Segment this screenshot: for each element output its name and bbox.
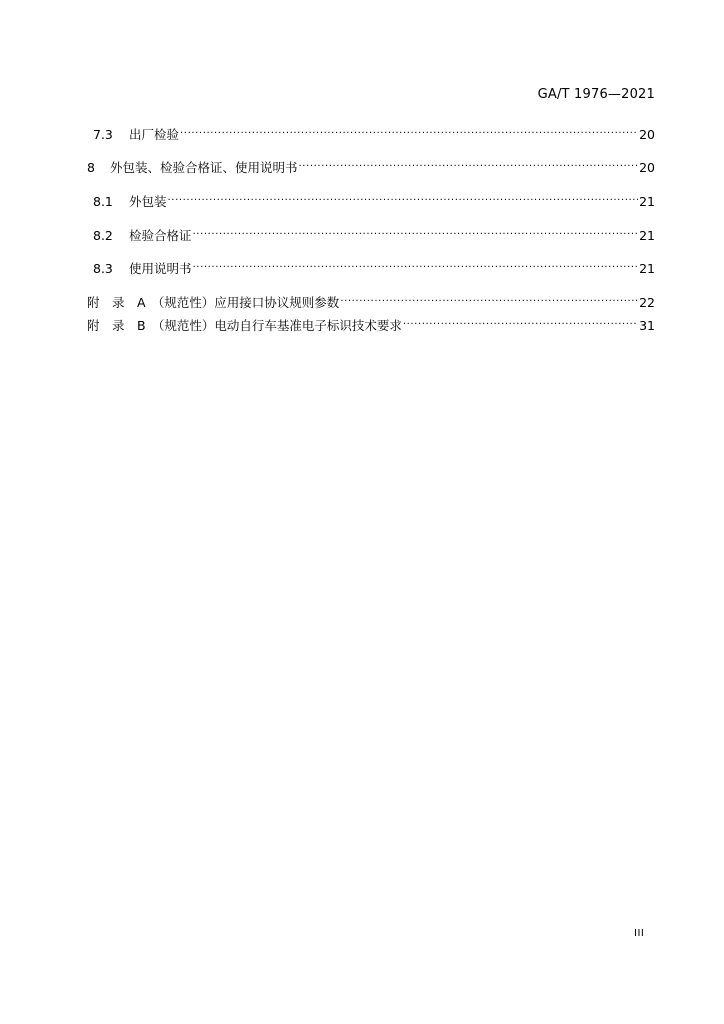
toc-entry-page: 22 bbox=[639, 295, 655, 310]
toc-dot-leader bbox=[193, 256, 639, 273]
toc-entry-page: 20 bbox=[639, 127, 655, 142]
toc-entry-title: 外包装、检验合格证、使用说明书 bbox=[110, 160, 298, 175]
toc-entry-number: 8.1 bbox=[93, 194, 113, 209]
toc-entry-page: 21 bbox=[639, 194, 655, 209]
standard-number-header: GA/T 1976—2021 bbox=[537, 87, 655, 102]
toc-dot-leader bbox=[168, 189, 639, 206]
toc-entry-number: 8.3 bbox=[93, 261, 113, 276]
toc-entry-title: 附 录 A （规范性）应用接口协议规则参数 bbox=[87, 295, 340, 310]
toc-entry-title: 使用说明书 bbox=[129, 261, 192, 276]
toc-entry-number: 8 bbox=[87, 160, 95, 175]
toc-entry-title: 出厂检验 bbox=[129, 127, 180, 142]
toc-entry-page: 21 bbox=[639, 228, 655, 243]
toc-entry-page: 21 bbox=[639, 261, 655, 276]
toc-entry-8-2[interactable] bbox=[87, 223, 655, 243]
toc-dot-leader bbox=[180, 122, 638, 139]
toc-dot-leader bbox=[403, 313, 638, 330]
toc-entry-number: 7.3 bbox=[93, 127, 113, 142]
toc-entry-title: 检验合格证 bbox=[129, 228, 192, 243]
toc-entry-page: 31 bbox=[639, 318, 655, 333]
page-number-footer: III bbox=[634, 928, 645, 939]
toc-entry-8-3[interactable] bbox=[87, 256, 655, 276]
toc-entry-7-3[interactable] bbox=[87, 122, 655, 142]
toc-entry-appendix-a[interactable] bbox=[87, 290, 655, 310]
toc-entry-page: 20 bbox=[639, 160, 655, 175]
toc-dot-leader bbox=[340, 290, 638, 307]
toc-entry-appendix-b[interactable] bbox=[87, 313, 655, 333]
toc-dot-leader bbox=[193, 223, 639, 240]
toc-dot-leader bbox=[299, 155, 639, 172]
toc-entry-8-1[interactable] bbox=[87, 189, 655, 209]
toc-entry-title: 外包装 bbox=[129, 194, 167, 209]
toc-entry-8[interactable] bbox=[87, 155, 655, 175]
toc-entry-title: 附 录 B （规范性）电动自行车基准电子标识技术要求 bbox=[87, 318, 402, 333]
toc-entry-number: 8.2 bbox=[93, 228, 113, 243]
